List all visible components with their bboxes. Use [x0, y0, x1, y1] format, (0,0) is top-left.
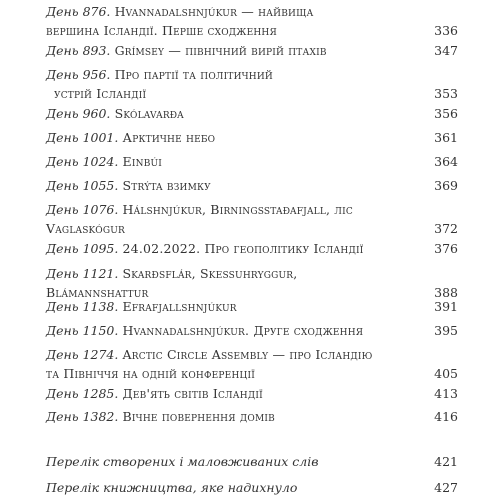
toc-appendix-title: Перелік створених і маловживаних слів	[46, 454, 319, 469]
toc-entry	[46, 384, 458, 403]
toc-title: Вічне повернення домів	[118, 409, 275, 424]
toc-entry	[46, 65, 458, 103]
toc-day-label: День 1382.	[46, 409, 119, 424]
toc-title-continued: Blámannshattur	[46, 285, 149, 300]
toc-appendix-title: Перелік книжництва, яке надихнуло	[46, 480, 298, 495]
toc-title: Skarðsflár, Skessuhryggur,	[118, 266, 298, 281]
toc-page-number: 364	[434, 154, 458, 169]
toc-entry	[46, 239, 458, 258]
toc-page-number: 427	[434, 480, 458, 495]
toc-entry	[46, 152, 458, 171]
toc-title-continued: та Північчя на одній конференції	[46, 366, 256, 381]
toc-title: Grímsey — північний вирій птахів	[110, 43, 327, 58]
toc-title: Arctic Circle Assembly — про Ісландію	[118, 347, 373, 362]
toc-page-number: 369	[434, 178, 458, 193]
toc-day-label: День 1138.	[46, 299, 119, 314]
toc-day-label: День 876.	[46, 4, 111, 19]
toc-title-continued: вершина Ісландії. Перше сходження	[46, 23, 277, 38]
toc-entry	[46, 41, 458, 60]
toc-entry	[46, 128, 458, 147]
toc-entry	[46, 104, 458, 123]
toc-page-number: 353	[434, 86, 458, 101]
toc-title: Skólavarða	[110, 106, 184, 121]
toc-title: Дев'ять світів Ісландії	[118, 386, 263, 401]
toc-title: Einbúi	[118, 154, 163, 169]
toc-page-number: 356	[434, 106, 458, 121]
toc-page-number: 361	[434, 130, 458, 145]
toc-page-number: 391	[434, 299, 458, 314]
toc-page-number: 376	[434, 241, 458, 256]
toc-page-number: 413	[434, 386, 458, 401]
toc-day-label: День 1001.	[46, 130, 119, 145]
toc-title-continued: устрій Ісландії	[54, 86, 147, 101]
toc-appendix-entry	[46, 478, 458, 497]
toc-title: Hvannadalshnjúkur — найвища	[110, 4, 314, 19]
toc-day-label: День 1150.	[46, 323, 119, 338]
toc-title: Efrafjallshnjúkur	[118, 299, 237, 314]
toc-day-label: День 1285.	[46, 386, 119, 401]
toc-appendix-entry	[46, 452, 458, 471]
toc-entry	[46, 200, 458, 238]
toc-page-number: 395	[434, 323, 458, 338]
toc-day-label: День 893.	[46, 43, 111, 58]
toc-day-label: День 1121.	[46, 266, 119, 281]
toc-page-number: 421	[434, 454, 458, 469]
toc-title: Hálshnjúkur, Birningsstaðafjall, ліс	[118, 202, 353, 217]
toc-day-label: День 1095.	[46, 241, 119, 256]
toc-page-number: 416	[434, 409, 458, 424]
toc-title: Hvannadalshnjúkur. Друге сходження	[118, 323, 364, 338]
toc-day-label: День 956.	[46, 67, 111, 82]
toc-page-number: 347	[434, 43, 458, 58]
toc-page-number: 336	[434, 23, 458, 38]
toc-title: 24.02.2022. Про геополітику Ісландії	[118, 241, 364, 256]
toc-page-number: 388	[434, 285, 458, 300]
toc-day-label: День 1024.	[46, 154, 119, 169]
toc-entry	[46, 321, 458, 340]
toc-day-label: День 1076.	[46, 202, 119, 217]
toc-title-continued: Vaglaskógur	[46, 221, 125, 236]
toc-entry	[46, 2, 458, 40]
toc-page-number: 405	[434, 366, 458, 381]
toc-title: Strýta взимку	[118, 178, 211, 193]
toc-day-label: День 1274.	[46, 347, 119, 362]
toc-entry	[46, 407, 458, 426]
toc-title: Про партії та політичний	[110, 67, 273, 82]
toc-page-number: 372	[434, 221, 458, 236]
toc-entry	[46, 297, 458, 316]
toc-day-label: День 960.	[46, 106, 111, 121]
toc-day-label: День 1055.	[46, 178, 119, 193]
toc-title: Арктичне небо	[118, 130, 216, 145]
toc-entry	[46, 176, 458, 195]
toc-entry	[46, 345, 458, 383]
